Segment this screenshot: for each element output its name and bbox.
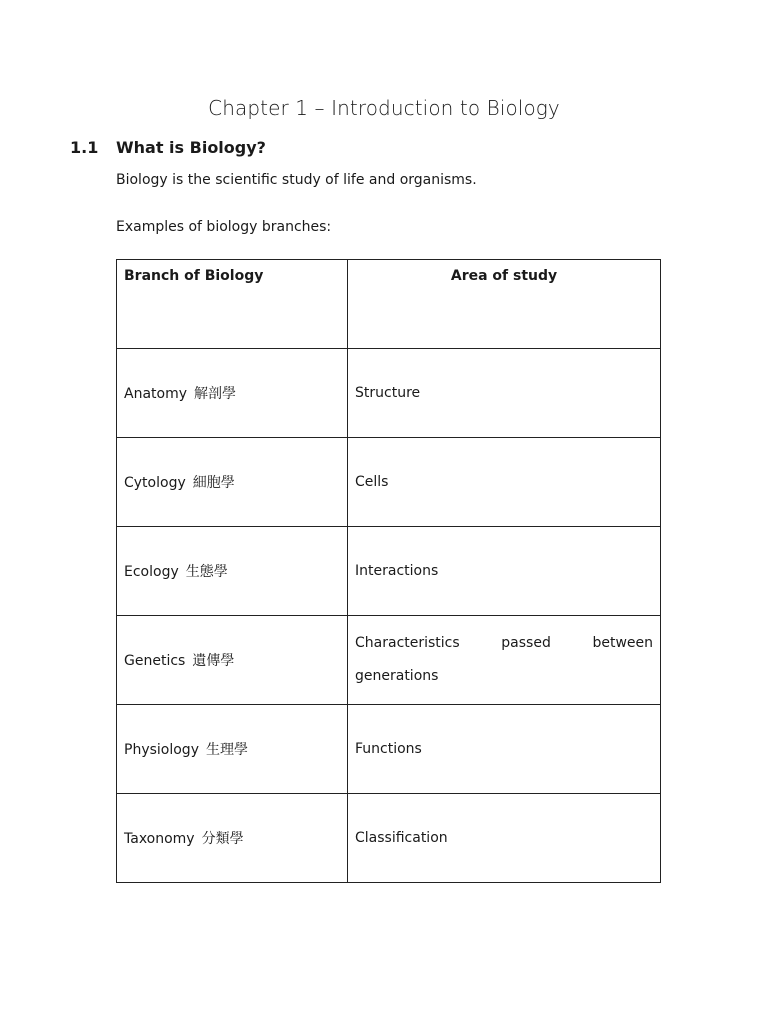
area-cell: Cells	[348, 438, 661, 527]
branch-cell	[117, 527, 348, 616]
area-cell: Characteristics passed between generations	[348, 616, 661, 705]
definition-paragraph: Biology is the scientific study of life and organisms.	[116, 172, 477, 188]
table-row	[117, 794, 661, 883]
table-row	[117, 349, 661, 438]
branch-name: Physiology	[124, 742, 199, 758]
branch-name: Taxonomy	[124, 831, 195, 847]
branches-table	[116, 259, 661, 883]
branch-cell	[117, 438, 348, 527]
branch-name: Cytology	[124, 475, 186, 491]
branch-cell	[117, 349, 348, 438]
chapter-title: Chapter 1 – Introduction to Biology	[208, 96, 560, 120]
branch-name: Genetics	[124, 653, 186, 669]
branch-name: Ecology	[124, 564, 179, 580]
section-number: 1.1	[70, 138, 99, 157]
header-branch: Branch of Biology	[117, 260, 348, 349]
section-heading	[70, 138, 266, 157]
branch-cell	[117, 794, 348, 883]
table-row	[117, 616, 661, 705]
branch-chinese: 生態學	[185, 564, 228, 580]
branch-chinese: 生理學	[205, 742, 248, 758]
branch-cell	[117, 705, 348, 794]
branch-chinese: 解剖學	[194, 386, 237, 402]
header-area: Area of study	[348, 260, 661, 349]
area-cell: Functions	[348, 705, 661, 794]
branch-chinese: 分類學	[201, 831, 244, 847]
table-header-row	[117, 260, 661, 349]
table-row	[117, 527, 661, 616]
area-cell: Structure	[348, 349, 661, 438]
branch-chinese: 細胞學	[192, 475, 235, 491]
area-cell: Classification	[348, 794, 661, 883]
area-cell: Interactions	[348, 527, 661, 616]
section-title: What is Biology?	[116, 138, 266, 157]
branch-chinese: 遺傳學	[192, 653, 235, 669]
table-row	[117, 438, 661, 527]
branch-cell	[117, 616, 348, 705]
branch-name: Anatomy	[124, 386, 188, 402]
examples-intro: Examples of biology branches:	[116, 219, 332, 235]
table-row	[117, 705, 661, 794]
